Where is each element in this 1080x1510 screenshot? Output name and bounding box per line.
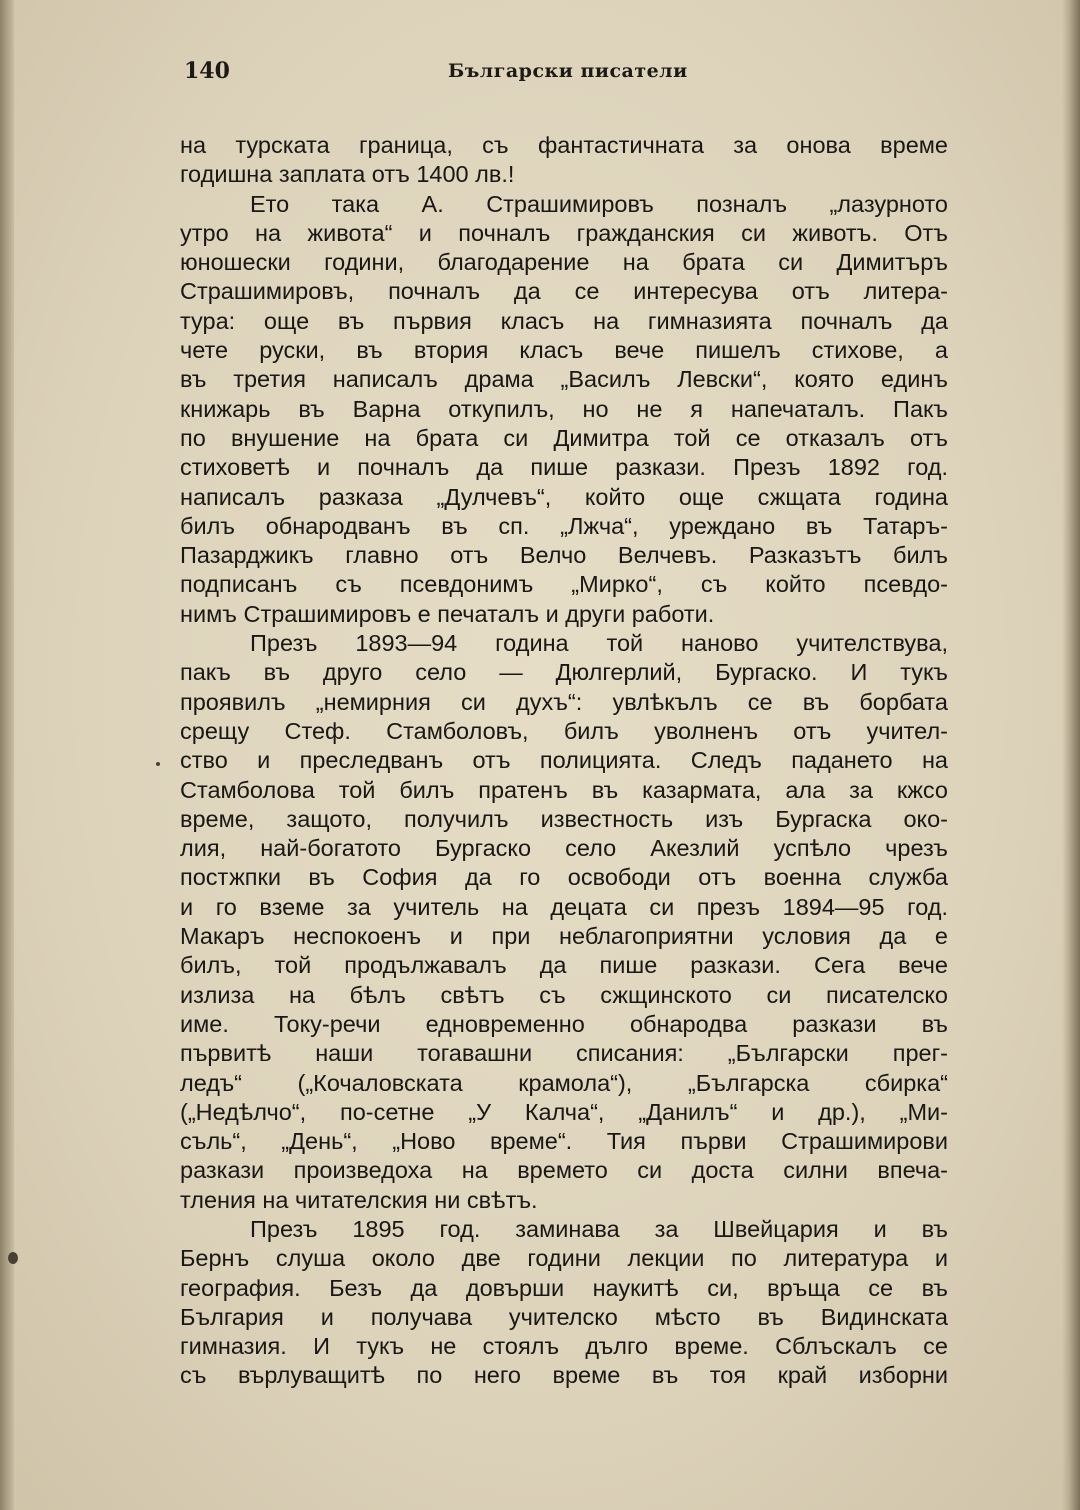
text-line: по внушение на брата си Димитра той се отказалъ отъ xyxy=(180,424,948,451)
text-line: Ето така А. Страшимировъ позналъ „лазурното xyxy=(250,190,948,217)
text-line: име. Току-речи едновременно обнародва разкази въ xyxy=(180,1010,948,1037)
text-line: стиховетѣ и почналъ да пише разкази. Презъ 1892 год. xyxy=(180,454,948,481)
running-title: Български писатели xyxy=(448,60,688,82)
text-line: тления на читателския ни свѣтъ. xyxy=(180,1186,538,1213)
text-line: Презъ 1893—94 година той наново учителствува, xyxy=(250,630,948,657)
text-line: книжарь въ Варна откупилъ, но не я напечаталъ. Пакъ xyxy=(180,395,948,422)
text-line: лия, най-богатото Бургаско село Акезлий успѣло чрезъ xyxy=(180,835,948,862)
page-header xyxy=(184,58,944,92)
text-line: съ върлуващитѣ по него време въ тоя край изборни xyxy=(180,1362,948,1389)
text-line: подписанъ съ псевдонимъ „Мирко“, съ който псевдо- xyxy=(180,571,948,598)
text-line: ство и преследванъ отъ полицията. Следъ падането на xyxy=(180,747,948,774)
text-line: проявилъ „немирния си духъ“: увлѣкълъ се въ борбата xyxy=(180,688,948,715)
text-line: постжпки въ София да го освободи отъ военна служба xyxy=(180,864,948,891)
text-line: утро на живота“ и почналъ гражданския си животъ. Отъ xyxy=(180,219,948,246)
text-line: Стамболова той билъ пратенъ въ казармата, ала за кжсо xyxy=(180,776,948,803)
text-line: билъ обнародванъ въ сп. „Лжча“, урежданo въ Татаръ- xyxy=(180,512,948,539)
text-line: и го вземе за учитель на децата си презъ 1894—95 год. xyxy=(180,893,948,920)
page-edge-right xyxy=(1062,0,1080,1510)
text-line: Бернъ слуша около две години лекции по литература и xyxy=(180,1245,948,1272)
text-line: гимназия. И тукъ не стоялъ дълго време. Сблъскалъ се xyxy=(180,1333,948,1360)
text-line: пакъ въ друго село — Дюлгерлий, Бургаско. И тукъ xyxy=(180,659,948,686)
text-line: Презъ 1895 год. заминава за Швейцария и въ xyxy=(250,1215,948,1242)
text-line: („Недѣлчо“, по-сетне „У Калча“, „Данилъ“ и др.), „Ми- xyxy=(180,1098,948,1125)
text-line: Пазарджикъ главно отъ Велчо Велчевъ. Разказътъ билъ xyxy=(180,542,948,569)
text-line: излиза на бѣлъ свѣтъ съ сжщинското си писателско xyxy=(180,981,948,1008)
text-line: въ третия написалъ драма „Василъ Левски“, която единъ xyxy=(180,366,948,393)
text-line: юношески години, благодарение на брата си Димитъръ xyxy=(180,249,948,276)
text-line: съль“, „День“, „Ново време“. Тия първи Страшимирови xyxy=(180,1128,948,1155)
text-line: билъ, той продължавалъ да пише разкази. Сега вече xyxy=(180,952,948,979)
text-line: време, защото, получилъ известность изъ Бургаска око- xyxy=(180,805,948,832)
text-line: тура: още въ първия класъ на гимназията почналъ да xyxy=(180,307,948,334)
page-number: 140 xyxy=(184,58,230,84)
text-line: ледъ“ („Кочаловската крамола“), „Българска сбирка“ xyxy=(180,1069,948,1096)
text-line: на турската граница, съ фантастичната за онова време xyxy=(180,132,948,158)
text-line: годишна заплата отъ 1400 лв.! xyxy=(180,161,515,188)
text-line: разкази произведоха на времето си доста силни впеча- xyxy=(180,1157,948,1184)
body-text xyxy=(180,131,948,1391)
text-line: България и получава учителско мѣсто въ Видинската xyxy=(180,1303,948,1330)
text-line: география. Безъ да довърши наукитѣ си, връща се въ xyxy=(180,1274,948,1301)
page-edge-left xyxy=(0,0,14,1510)
text-line: срещу Стеф. Стамболовъ, билъ уволненъ отъ учител- xyxy=(180,717,948,744)
ink-speck xyxy=(156,762,160,766)
text-line: написалъ разказа „Дулчевъ“, който още сжщата година xyxy=(180,483,948,510)
text-line: чете руски, въ втория класъ вече пишелъ стихове, а xyxy=(180,337,948,364)
text-line: Страшимировъ, почналъ да се интересува отъ литера- xyxy=(180,278,948,305)
text-line: нимъ Страшимировъ е печаталъ и други работи. xyxy=(180,600,715,627)
text-line: Макаръ неспокоенъ и при неблагоприятни условия да е xyxy=(180,923,948,950)
ink-speck xyxy=(8,1252,18,1264)
text-line: първитѣ наши тогавашни списания: „Български прег- xyxy=(180,1040,948,1067)
